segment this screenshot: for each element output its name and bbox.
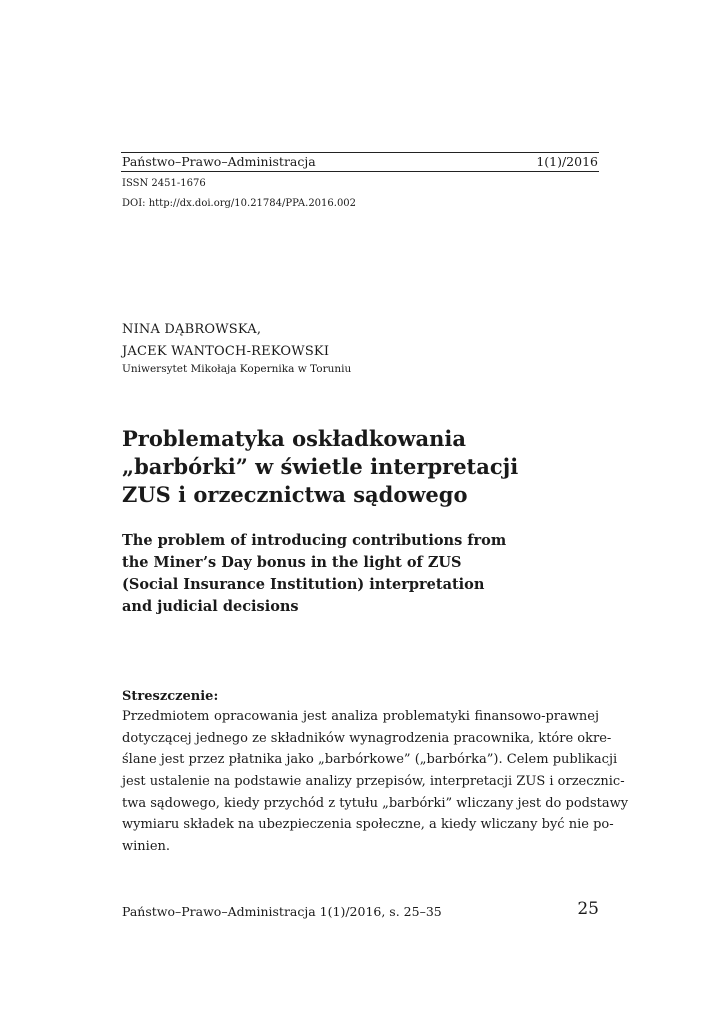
author-affiliation: Uniwersytet Mikołaja Kopernika w Toruniu: [122, 363, 352, 375]
abstract-line: Przedmiotem opracowania jest analiza problematyki finansowo-prawnej: [122, 709, 599, 724]
author-name: JACEK WANTOCH-REKOWSKI: [122, 344, 330, 359]
title-line: „barbórki” w świetle interpretacji: [122, 454, 519, 479]
abstract-line: jest ustalenie na podstawie analizy przepisów, interpretacji ZUS i orzecznic-: [122, 774, 625, 790]
doi-link[interactable]: DOI: http://dx.doi.org/10.21784/PPA.2016.002: [122, 198, 357, 209]
abstract-heading: Streszczenie:: [122, 689, 219, 704]
abstract-line: wymiaru składek na ubezpieczenia społeczne, a kiedy wliczany być nie po-: [122, 817, 614, 833]
abstract-line: ślane jest przez płatnika jako „barbórkowe” („barbórka”). Celem publikacji: [122, 752, 618, 768]
page-number: 25: [577, 899, 599, 919]
author-name: NINA DĄBROWSKA,: [122, 322, 262, 337]
title-line: The problem of introducing contributions from: [122, 532, 507, 549]
abstract-line: winien.: [122, 839, 171, 855]
abstract-line: dotyczącej jednego ze składników wynagrodzenia pracownika, które okre-: [122, 730, 612, 746]
title-line: ZUS i orzecznictwa sądowego: [122, 482, 468, 507]
journal-name: Państwo–Prawo–Administracja: [122, 154, 316, 169]
title-line: Problematyka oskładkowania: [122, 426, 466, 451]
article-title-english: [122, 530, 562, 618]
footer-citation: Państwo–Prawo–Administracja 1(1)/2016, s. 25–35: [122, 904, 442, 919]
abstract-body: [122, 706, 629, 858]
issn: ISSN 2451-1676: [122, 178, 206, 189]
header-bottom-rule: [121, 171, 599, 172]
article-title-polish: [122, 425, 562, 509]
abstract-line: twa sądowego, kiedy przychód z tytułu „barbórki” wliczany jest do podstawy: [122, 795, 629, 811]
title-line: the Miner’s Day bonus in the light of ZUS: [122, 554, 462, 571]
issue-number: 1(1)/2016: [536, 154, 598, 169]
title-line: and judicial decisions: [122, 598, 299, 615]
header-top-rule: [121, 152, 599, 153]
title-line: (Social Insurance Institution) interpretation: [122, 576, 485, 593]
